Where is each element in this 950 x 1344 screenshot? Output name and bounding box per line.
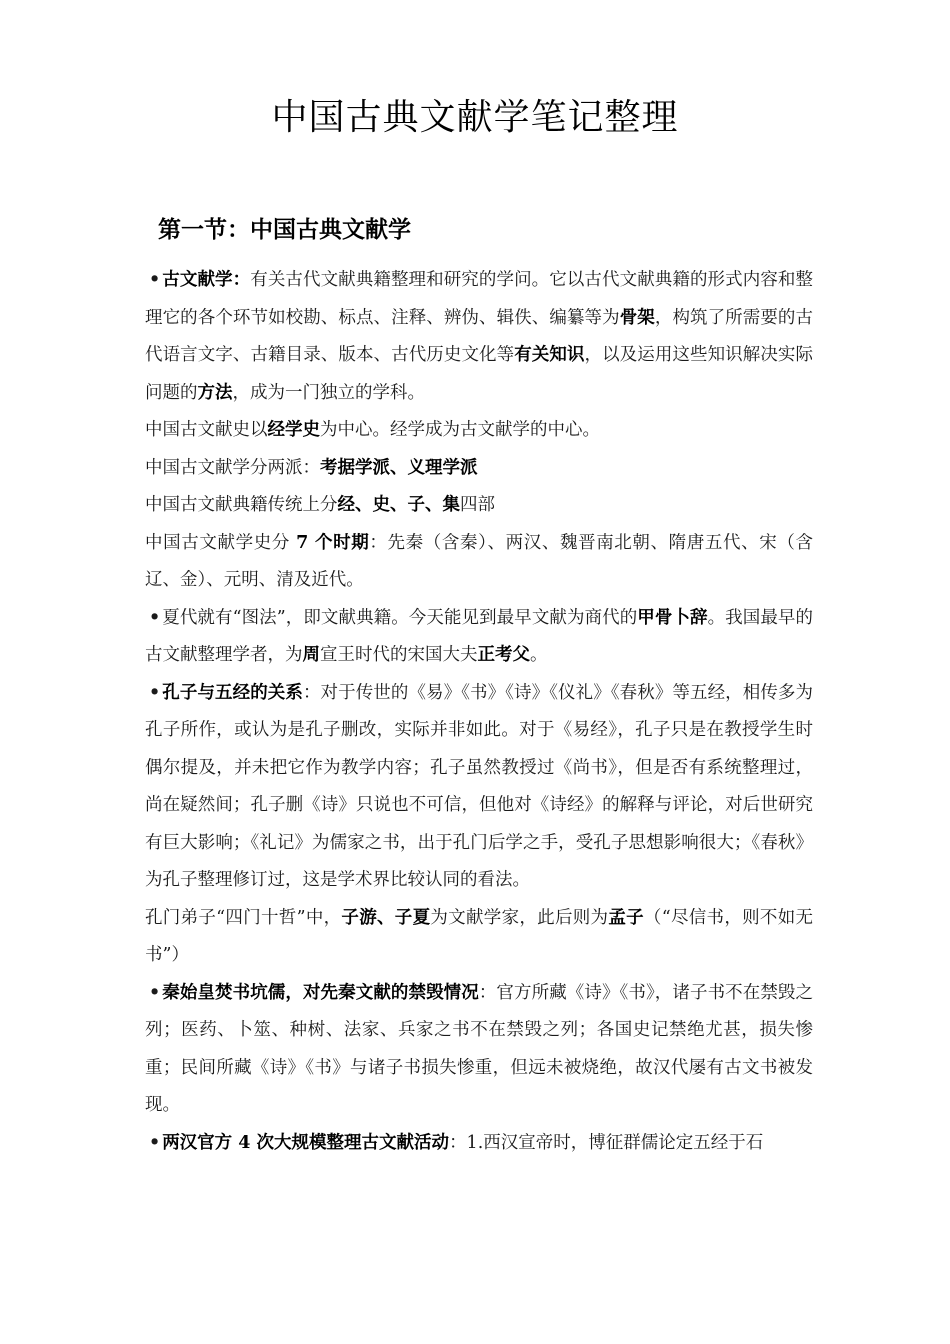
paragraph (145, 525, 813, 600)
text-run: 中国古文献史以 (145, 420, 268, 440)
paragraph (145, 600, 813, 675)
text-run: 7 个时期 (296, 532, 370, 553)
bullet-marker: • (149, 607, 161, 628)
section-heading: 第一节：中国古典文献学 (158, 217, 411, 243)
text-run: 秦始皇焚书坑儒，对先秦文献的禁毁情况 (162, 982, 479, 1003)
text-run: ，以及运用这些知识解决实际问题的 (145, 345, 814, 403)
bullet-marker: • (149, 270, 161, 290)
document-body (145, 262, 813, 1162)
text-run: 。我国最早的古文献整理学者，为 (145, 607, 813, 665)
text-run: 中国古文献典籍传统上分 (145, 495, 338, 515)
text-run: 正考父 (477, 645, 530, 665)
paragraph (145, 675, 813, 900)
text-run: 周 (302, 645, 320, 665)
text-run: 甲骨卜辞 (637, 607, 708, 628)
text-run: ：1.西汉宣帝时，博征群儒论定五经于石 (449, 1132, 764, 1153)
text-run: 经学史 (267, 420, 320, 440)
text-run: 古文献学： (162, 270, 251, 290)
text-run: 子游、子夏 (341, 907, 431, 928)
paragraph (145, 487, 813, 525)
text-run: 中国古文献学史分 (145, 532, 297, 553)
bullet-marker: • (149, 682, 161, 703)
paragraph (145, 450, 813, 488)
text-run: 四部 (460, 495, 495, 515)
paragraph (145, 412, 813, 450)
text-run: ，构筑了所需要的古代语言文字、古籍目录、版本、古代历史文化等 (145, 307, 814, 365)
text-run: ：先秦（含秦）、两汉、魏晋南北朝、隋唐五代、宋（含辽、金）、元明、清及近代。 (145, 532, 813, 590)
text-run: ：官方所藏《诗》《书》，诸子书不在禁毁之列；医药、卜筮、种树、法家、兵家之书不在禁毁之列；各国史记禁绝尤甚，损失惨重；民间所藏《诗》《书》与诸子书损失惨重，但远未被烧绝，故汉代屡有古文书被发现。 (145, 982, 813, 1115)
text-run: 有关古代文献典籍整理和研究的学问。它以古代文献典籍的形式内容和整理它的各个环节如校勘、标点、注释、辨伪、辑佚、编纂等为 (145, 270, 814, 328)
text-run: 有关知识 (514, 345, 585, 365)
text-run: 两汉官方 4 次大规模整理古文献活动 (162, 1132, 450, 1153)
text-run: 孟子 (608, 907, 644, 928)
text-run: 方法 (197, 382, 233, 403)
text-run: ，成为一门独立的学科。 (232, 382, 425, 403)
text-run: 孔门弟子“四门十哲”中， (145, 907, 342, 928)
paragraph (145, 900, 813, 975)
text-run: 经、史、子、集 (337, 495, 460, 515)
text-run: 中国古文献学分两派： (145, 457, 320, 478)
text-run: 夏代就有“图法”，即文献典籍。今天能见到最早文献为商代的 (162, 607, 638, 628)
bullet-marker: • (149, 982, 161, 1003)
text-run: 宣王时代的宋国大夫 (320, 645, 478, 665)
text-run: 孔子与五经的关系 (162, 682, 303, 703)
paragraph (145, 1125, 813, 1163)
document-title: 中国古典文献学笔记整理 (271, 97, 679, 138)
text-run: 骨架 (619, 307, 655, 328)
text-run: 为中心。经学成为古文献学的中心。 (320, 420, 600, 440)
text-run: ：对于传世的《易》《书》《诗》《仪礼》《春秋》等五经，相传多为孔子所作，或认为是孔子删改，实际并非如此。对于《易经》，孔子只是在教授学生时偶尔提及，并未把它作为教学内容；孔子虽然教授过《尚书》，但是否有系统整理过，尚在疑然间；孔子删《诗》只说也不可信，但他对《诗经》的解释与评论，对后世研究有巨大影响；《礼记》为儒家之书，出于孔门后学之手，受孔子思想影响很大；《春秋》为孔子整理修订过，这是学术界比较认同的看法。 (145, 682, 813, 890)
text-run: 考据学派、义理学派 (320, 457, 478, 478)
paragraph (145, 975, 813, 1125)
bullet-marker: • (149, 1132, 161, 1153)
text-run: 。 (530, 645, 548, 665)
text-run: 为文献学家，此后则为 (430, 907, 609, 928)
paragraph (145, 262, 813, 412)
text-run: （“尽信书，则不如无书”） (145, 907, 814, 965)
